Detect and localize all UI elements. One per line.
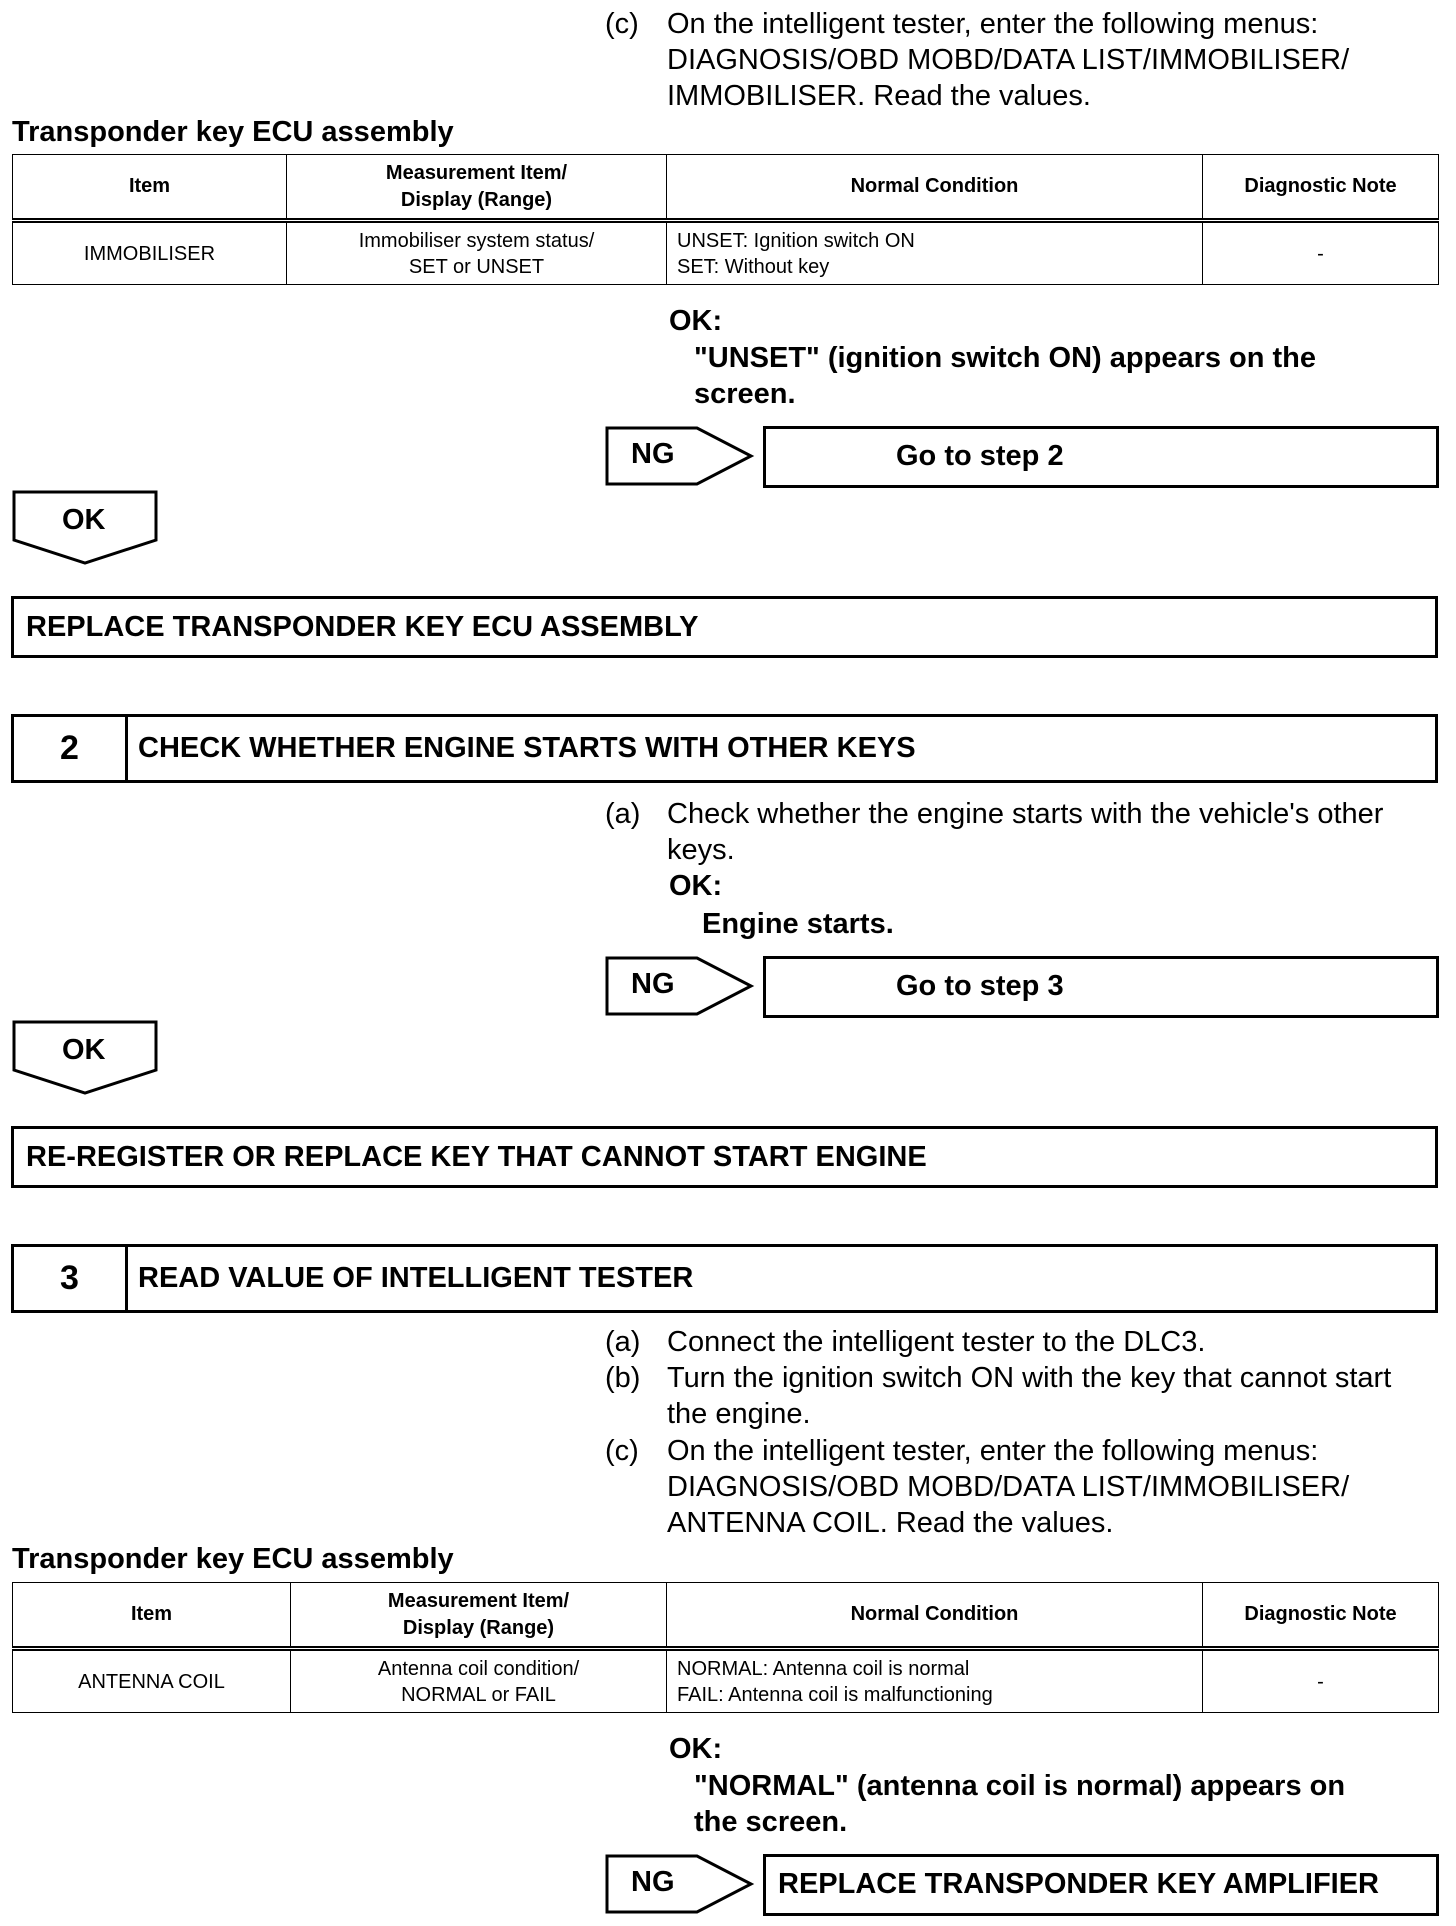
table-header-row [13, 155, 1439, 221]
replace-amplifier-box [763, 1854, 1439, 1916]
instruction-a-step3 [605, 1324, 1455, 1360]
spec-table-antenna-coil [12, 1582, 1439, 1713]
replace-amplifier-text: REPLACE TRANSPONDER KEY AMPLIFIER [778, 1868, 1379, 1900]
header-diagnostic-note: Diagnostic Note [1203, 155, 1439, 221]
step-number: 2 [14, 717, 128, 780]
instruction-label: (c) [605, 8, 639, 40]
ng-arrow-box [605, 426, 755, 486]
instruction-label: (c) [605, 1435, 639, 1467]
instruction-label: (b) [605, 1362, 641, 1394]
instruction-text: On the intelligent tester, enter the following menus: DIAGNOSIS/OBD MOBD/DATA LIST/IMMOBILISER/ ANTENNA COIL. Read the values. [667, 1435, 1350, 1539]
goto-step-3-box [763, 956, 1439, 1018]
ng-arrow-box [605, 956, 755, 1016]
cell-measurement: Antenna coil condition/ NORMAL or FAIL [291, 1649, 667, 1713]
instruction-text: Check whether the engine starts with the vehicle's other keys. [667, 798, 1384, 866]
ok-criteria-text: "UNSET" (ignition switch ON) appears on the screen. [694, 342, 1317, 410]
instruction-text: Connect the intelligent tester to the DLC3. [667, 1326, 1206, 1358]
ng-arrow-shape [605, 1854, 755, 1914]
step-number: 3 [14, 1247, 128, 1310]
cell-item: ANTENNA COIL [13, 1649, 291, 1713]
spec-table-immobiliser [12, 154, 1439, 285]
cell-diagnostic-note: - [1203, 221, 1439, 285]
instruction-label: (a) [605, 798, 641, 830]
ng-label: NG [631, 1866, 675, 1898]
cell-normal-condition: NORMAL: Antenna coil is normal FAIL: Antenna coil is malfunctioning [667, 1649, 1203, 1713]
cell-item: IMMOBILISER [13, 221, 287, 285]
instruction-c-step3 [605, 1433, 1455, 1543]
ok-tab-label: OK [62, 504, 106, 536]
header-diagnostic-note: Diagnostic Note [1203, 1583, 1439, 1649]
ng-arrow-shape [605, 956, 755, 1016]
step-title: CHECK WHETHER ENGINE STARTS WITH OTHER KEYS [138, 732, 916, 764]
instruction-c-top [605, 6, 1455, 116]
ok-criteria-text: Engine starts. [702, 908, 894, 940]
ok-branch-tab [12, 1020, 162, 1095]
header-normal-condition: Normal Condition [667, 1583, 1203, 1649]
ng-label: NG [631, 438, 675, 470]
goto-step-2-box [763, 426, 1439, 488]
ng-arrow-shape [605, 426, 755, 486]
ok-criteria-text: "NORMAL" (antenna coil is normal) appears on the screen. [694, 1770, 1346, 1838]
table-row [13, 221, 1439, 285]
header-measurement: Measurement Item/ Display (Range) [291, 1583, 667, 1649]
action-reregister-key: RE-REGISTER OR REPLACE KEY THAT CANNOT START ENGINE [11, 1126, 1438, 1188]
step-3-header [11, 1244, 1438, 1313]
ng-arrow-box [605, 1854, 755, 1914]
ok-branch-tab [12, 490, 162, 565]
ok-criteria-label: OK: [669, 305, 723, 337]
action-replace-ecu: REPLACE TRANSPONDER KEY ECU ASSEMBLY [11, 596, 1438, 658]
header-normal-condition: Normal Condition [667, 155, 1203, 221]
table-row [13, 1649, 1439, 1713]
goto-step-2-text: Go to step 2 [896, 440, 1064, 472]
cell-measurement: Immobiliser system status/ SET or UNSET [287, 221, 667, 285]
goto-step-3-text: Go to step 3 [896, 970, 1064, 1002]
header-measurement: Measurement Item/ Display (Range) [287, 155, 667, 221]
cell-normal-condition: UNSET: Ignition switch ON SET: Without key [667, 221, 1203, 285]
ng-label: NG [631, 968, 675, 1000]
cell-diagnostic-note: - [1203, 1649, 1439, 1713]
header-item: Item [13, 1583, 291, 1649]
ok-criteria-label: OK: [669, 1733, 723, 1765]
instruction-text: Turn the ignition switch ON with the key that cannot start the engine. [667, 1362, 1392, 1430]
table-caption: Transponder key ECU assembly [12, 116, 454, 148]
instruction-label: (a) [605, 1326, 641, 1358]
ok-criteria-label: OK: [669, 870, 723, 902]
table-header-row [13, 1583, 1439, 1649]
step-2-header [11, 714, 1438, 783]
table-caption: Transponder key ECU assembly [12, 1543, 454, 1575]
step-title: READ VALUE OF INTELLIGENT TESTER [138, 1262, 694, 1294]
ok-tab-label: OK [62, 1034, 106, 1066]
instruction-text: On the intelligent tester, enter the following menus: DIAGNOSIS/OBD MOBD/DATA LIST/IMMOBILISER/ IMMOBILISER. Read the values. [667, 8, 1350, 112]
instruction-a-step2 [605, 796, 1455, 871]
header-item: Item [13, 155, 287, 221]
instruction-b-step3 [605, 1360, 1455, 1432]
